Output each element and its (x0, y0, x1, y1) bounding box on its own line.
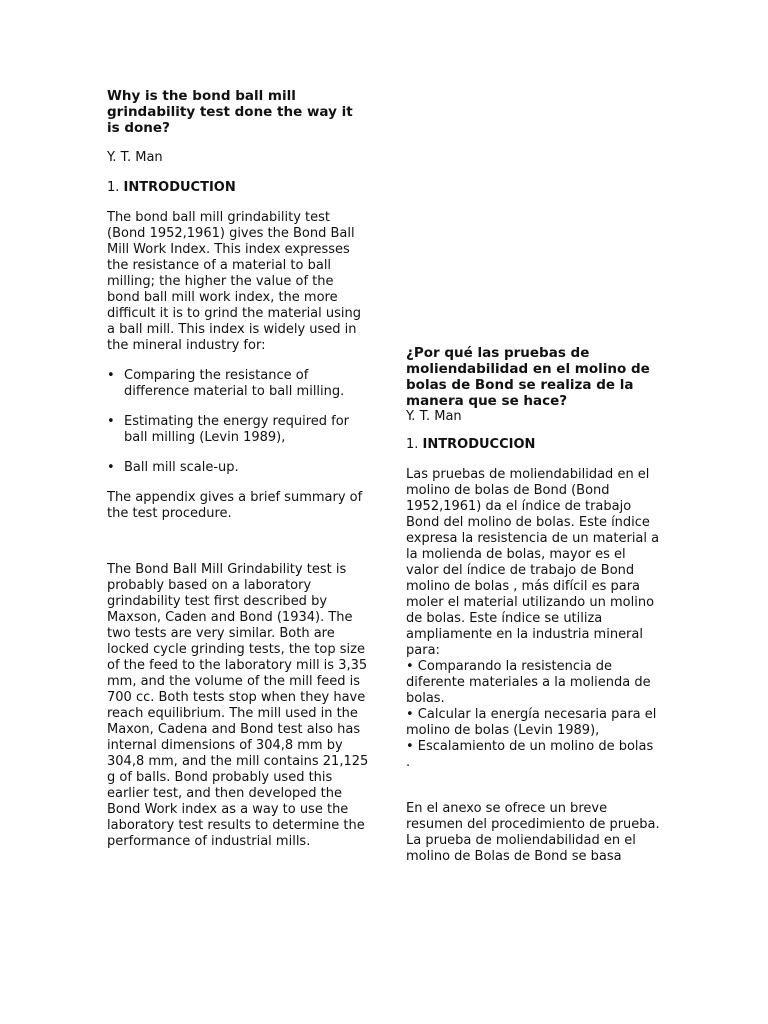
english-column (107, 88, 369, 850)
english-title: Why is the bond ball mill grindability test done the way it is done? (107, 88, 353, 136)
english-author: Y. T. Man (107, 150, 163, 165)
english-bullet-item: • Comparing the resistance of difference material to ball milling. (107, 368, 345, 399)
english-section-title: INTRODUCTION (123, 180, 236, 195)
spanish-author: Y. T. Man (406, 409, 462, 424)
spanish-bullet-item: • Calcular la energía necesaria para el molino de bolas (Levin 1989), (406, 707, 657, 738)
english-appendix-paragraph: The appendix gives a brief summary of the test procedure. (107, 490, 363, 521)
spanish-title: ¿Por qué las pruebas de moliendabilidad en el molino de bolas de Bond se realiza de la manera que se hace? (406, 345, 650, 409)
spanish-bullet-item: • Escalamiento de un molino de bolas . (406, 739, 654, 770)
english-history-paragraph: The Bond Ball Mill Grindability test is probably based on a laboratory grindability test first described by Maxson, Caden and Bond (1934). The two tests are very similar. Both are locked cycle grinding tests, the top size of the feed to the laboratory mill is 3,35 mm, and the volume of the mill feed is 700 cc. Both tests stop when they have reach equilibrium. The mill used in the Maxon, Cadena and Bond test also has internal dimensions of 304,8 mm by 304,8 mm, and the mill contains 21,125 g of balls. Bond probably used this earlier test, and then developed the Bond Work index as a way to use the laboratory test results to determine the performance of industrial mills. (107, 562, 369, 849)
english-bullet-item: • Estimating the energy required for ball milling (Levin 1989), (107, 414, 350, 445)
english-intro-paragraph: The bond ball mill grindability test (Bond 1952,1961) gives the Bond Ball Mill Work Index. This index expresses the resistance of a material to ball milling; the higher the value of the bond ball mill work index, the more difficult it is to grind the material using a ball mill. This index is widely used in the mineral industry for: (107, 210, 362, 353)
spanish-section-title: INTRODUCCION (422, 437, 536, 452)
english-section-number: 1. (107, 180, 120, 195)
bullet-icon: • (107, 368, 115, 383)
bullet-icon: • (107, 460, 115, 475)
spanish-column (406, 345, 661, 865)
spanish-history-paragraph: La prueba de moliendabilidad en el molino de Bolas de Bond se basa (406, 833, 636, 864)
spanish-bullet-item: • Comparando la resistencia de diferente materiales a la molienda de bolas. (406, 659, 651, 706)
spanish-section-heading (406, 437, 661, 453)
spanish-intro-paragraph: Las pruebas de moliendabilidad en el molino de bolas de Bond (Bond 1952,1961) da el índice de trabajo Bond del molino de bolas. Este índice expresa la resistencia de un material a la molienda de bolas, mayor es el valor del índice de trabajo de Bond molino de bolas , más difícil es para moler el material utilizando un molino de bolas. Este índice se utiliza ampliamente en la industria mineral para: (406, 467, 660, 658)
bullet-icon: • (107, 414, 115, 429)
english-section-heading (107, 180, 369, 196)
english-bullet-list (107, 368, 369, 476)
english-bullet-item: • Ball mill scale-up. (107, 460, 239, 475)
spanish-section-number: 1. (406, 437, 419, 452)
spanish-appendix-paragraph: En el anexo se ofrece un breve resumen del procedimiento de prueba. (406, 801, 660, 832)
